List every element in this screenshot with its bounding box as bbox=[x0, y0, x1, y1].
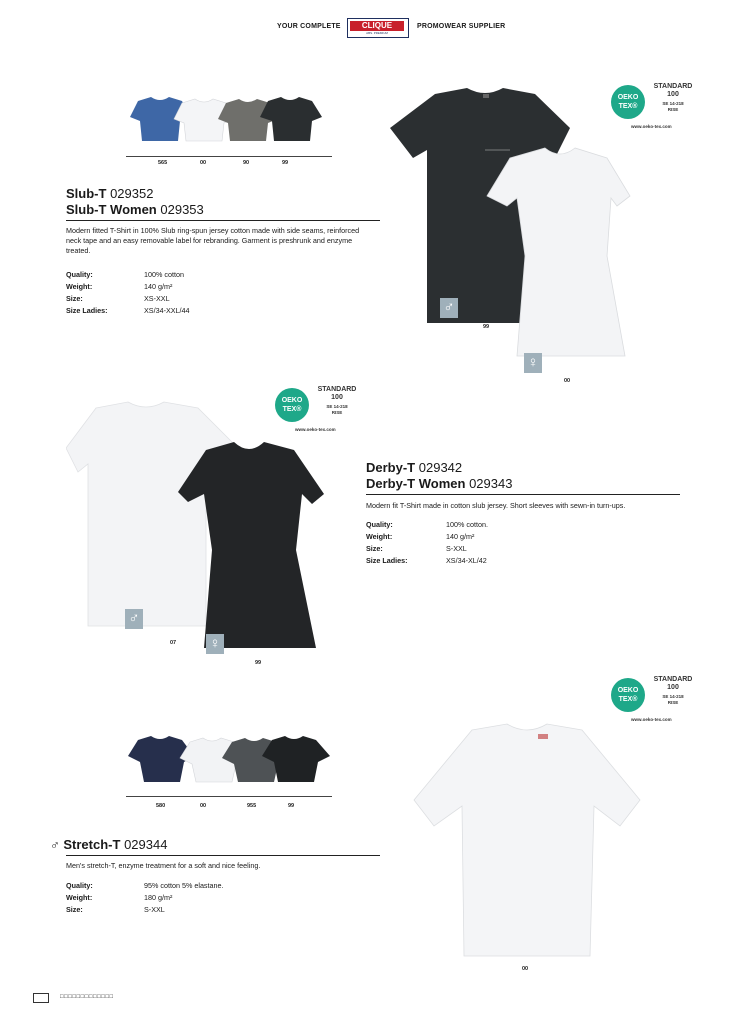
product-specs bbox=[66, 269, 366, 317]
image-color-code: 00 bbox=[564, 378, 571, 384]
stretch-t-color-swatches bbox=[118, 734, 333, 796]
product-description: Men's stretch-T, enzyme treatment for a soft and nice feeling. bbox=[66, 861, 261, 870]
product-title-women bbox=[366, 476, 512, 492]
stretch-t-product-photo bbox=[412, 722, 644, 960]
image-color-code: 99 bbox=[255, 660, 262, 666]
swatch-shirt-99 bbox=[260, 97, 322, 141]
image-color-code: 00 bbox=[522, 966, 529, 972]
spec-row: Size: S-XXL bbox=[366, 544, 467, 553]
product-specs bbox=[66, 880, 366, 916]
swatch-label: 00 bbox=[200, 803, 207, 809]
product-name: Derby-T Women bbox=[366, 476, 466, 491]
oeko-standard: STANDARD bbox=[653, 676, 693, 683]
oeko-tex-logo-icon: OEKO TEX® bbox=[275, 388, 309, 422]
oeko-cert-code: SE 14-218 bbox=[326, 404, 348, 409]
title-rule bbox=[66, 855, 380, 856]
spec-row: Quality: 95% cotton 5% elastane. bbox=[66, 881, 224, 890]
male-symbol-icon: ♂ bbox=[125, 609, 143, 629]
oeko-standard: STANDARD bbox=[653, 83, 693, 90]
product-name: Derby-T bbox=[366, 460, 416, 475]
oeko-lab: RISE bbox=[667, 700, 679, 705]
product-name: Slub-T bbox=[66, 186, 107, 201]
spec-row: Size Ladies: XS/34-XL/42 bbox=[366, 556, 487, 565]
oeko-tex-badge bbox=[611, 673, 701, 725]
page-number-box bbox=[33, 993, 49, 1003]
logo-wordmark: CLIQUE bbox=[350, 21, 404, 31]
spec-row: Size: S-XXL bbox=[66, 905, 165, 914]
swatch-baseline bbox=[126, 156, 332, 157]
swatch-label: 90 bbox=[243, 160, 250, 166]
male-symbol-icon: ♂ bbox=[50, 837, 60, 852]
oeko-lab: RISE bbox=[331, 410, 343, 415]
product-title-women bbox=[66, 202, 204, 218]
oeko-tex-badge bbox=[611, 80, 701, 132]
derby-t-product-photo bbox=[66, 398, 336, 660]
swatch-label: 99 bbox=[282, 160, 289, 166]
product-title bbox=[366, 460, 462, 476]
spec-row: Weight: 140 g/m² bbox=[366, 532, 475, 541]
female-symbol-icon: ♀ bbox=[206, 634, 224, 654]
product-title bbox=[66, 186, 153, 202]
oeko-url: www.oeko-tex.com bbox=[631, 124, 672, 129]
product-specs bbox=[366, 519, 666, 567]
product-name: Slub-T Women bbox=[66, 202, 157, 217]
product-code: 029343 bbox=[469, 476, 513, 491]
image-color-code: 99 bbox=[483, 324, 490, 330]
oeko-url: www.oeko-tex.com bbox=[631, 717, 672, 722]
oeko-url: www.oeko-tex.com bbox=[295, 427, 336, 432]
swatch-label: 955 bbox=[247, 803, 257, 809]
oeko-cert-code: SE 14-218 bbox=[662, 694, 684, 699]
female-symbol-icon: ♀ bbox=[524, 353, 542, 373]
product-code: 029344 bbox=[124, 837, 168, 852]
oeko-tex-logo-icon: OEKO TEX® bbox=[611, 678, 645, 712]
spec-row: Quality: 100% cotton. bbox=[366, 520, 488, 529]
swatch-label: 565 bbox=[158, 160, 168, 166]
footer-text: □□□□□□□□□□□□□ bbox=[60, 994, 114, 1000]
logo-subtext: ABS. PREMIUM bbox=[366, 31, 388, 35]
title-rule bbox=[366, 494, 680, 495]
swatch-baseline bbox=[126, 796, 332, 797]
spec-row: Size Ladies: XS/34-XXL/44 bbox=[66, 306, 190, 315]
header-tagline-left: YOUR COMPLETE bbox=[277, 23, 341, 30]
swatch-label: 580 bbox=[156, 803, 166, 809]
clique-logo bbox=[347, 18, 409, 38]
image-color-code: 07 bbox=[170, 640, 177, 646]
oeko-100: 100 bbox=[331, 394, 343, 401]
header-tagline-right: PROMOWEAR SUPPLIER bbox=[417, 23, 506, 30]
oeko-100: 100 bbox=[667, 91, 679, 98]
oeko-standard: STANDARD bbox=[317, 386, 357, 393]
product-code: 029342 bbox=[418, 460, 463, 475]
slub-t-color-swatches bbox=[118, 95, 333, 157]
swatch-label: 99 bbox=[288, 803, 295, 809]
spec-row: Weight: 140 g/m² bbox=[66, 282, 173, 291]
product-description: Modern fitted T-Shirt in 100% Slub ring-spun jersey cotton made with side seams, reinforced neck tape and an easy removable label for rebranding. Garment is preshrunk and enzyme treated. bbox=[66, 226, 360, 255]
oeko-cert-code: SE 14-218 bbox=[662, 101, 684, 106]
product-name: Stretch-T bbox=[63, 837, 121, 852]
oeko-tex-logo-icon: OEKO TEX® bbox=[611, 85, 645, 119]
product-description: Modern fit T-Shirt made in cotton slub jersey. Short sleeves with sewn-in turn-ups. bbox=[366, 501, 626, 510]
spec-row: Quality: 100% cotton bbox=[66, 270, 184, 279]
product-code: 029352 bbox=[110, 186, 154, 201]
oeko-tex-badge bbox=[275, 383, 365, 435]
oeko-100: 100 bbox=[667, 684, 679, 691]
oeko-lab: RISE bbox=[667, 107, 679, 112]
male-symbol-icon: ♂ bbox=[440, 298, 458, 318]
product-title bbox=[50, 837, 167, 853]
slub-t-product-photo bbox=[385, 88, 645, 378]
spec-row: Size: XS-XXL bbox=[66, 294, 170, 303]
spec-row: Weight: 180 g/m² bbox=[66, 893, 173, 902]
title-rule bbox=[66, 220, 380, 221]
product-code: 029353 bbox=[160, 202, 204, 217]
swatch-label: 00 bbox=[200, 160, 207, 166]
